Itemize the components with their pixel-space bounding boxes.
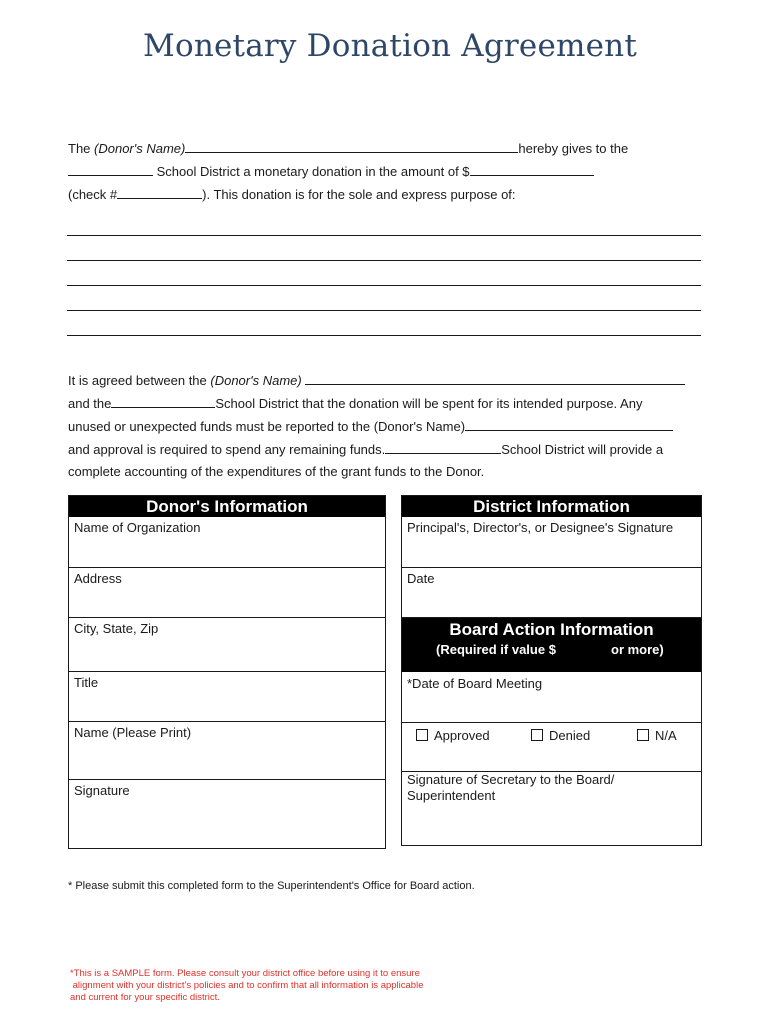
denied-checkbox[interactable] <box>531 729 543 741</box>
na-option[interactable]: N/A <box>637 728 677 743</box>
donor-name-blank[interactable] <box>465 418 673 431</box>
agreement-line-5: complete accounting of the expenditures of the grant funds to the Donor. <box>68 464 485 479</box>
donation-line-2: School District a monetary donation in the amount of $ <box>68 163 594 179</box>
approved-option[interactable]: Approved <box>416 728 490 743</box>
page-title: Monetary Donation Agreement <box>143 28 637 64</box>
submit-note: * Please submit this completed form to the Superintendent's Office for Board action. <box>68 880 475 892</box>
school-district-blank[interactable] <box>68 163 153 176</box>
donor-name-blank[interactable] <box>305 372 685 385</box>
printed-name-field[interactable]: Name (Please Print) <box>69 722 385 780</box>
board-action-header: Board Action Information (Required if value $ or more) <box>402 618 701 672</box>
board-decision-row <box>402 723 701 772</box>
na-checkbox[interactable] <box>637 729 649 741</box>
donor-name-blank[interactable] <box>185 140 518 153</box>
sample-disclaimer: *This is a SAMPLE form. Please consult your district office before using it to ensure alignment with your district's policies and to confirm that all information is applicable and current for your specific district. <box>70 968 424 1003</box>
purpose-line[interactable] <box>67 285 701 286</box>
address-field[interactable]: Address <box>69 568 385 618</box>
check-number-blank[interactable] <box>117 186 202 199</box>
school-district-blank[interactable] <box>385 441 501 454</box>
purpose-line[interactable] <box>67 235 701 236</box>
agreement-line-2: and the School District that the donation will be spent for its intended purpose. Any <box>68 396 643 411</box>
district-information-box <box>401 495 702 846</box>
amount-blank[interactable] <box>470 163 594 176</box>
agreement-line-3: unused or unexpected funds must be reported to the (Donor's Name) <box>68 418 673 434</box>
city-state-zip-field[interactable]: City, State, Zip <box>69 618 385 672</box>
donation-line-1: The (Donor's Name) hereby gives to the <box>68 141 629 156</box>
district-date-field[interactable]: Date <box>402 568 701 618</box>
purpose-line[interactable] <box>67 335 701 336</box>
purpose-line[interactable] <box>67 310 701 311</box>
principal-signature-field[interactable]: Principal's, Director's, or Designee's Signature <box>402 517 701 568</box>
purpose-line[interactable] <box>67 260 701 261</box>
donor-signature-field[interactable]: Signature <box>74 783 130 798</box>
school-district-blank[interactable] <box>111 395 215 408</box>
donor-information-header: Donor's Information <box>69 496 385 517</box>
agreement-line-4: and approval is required to spend any remaining funds. School District will provide a <box>68 442 664 457</box>
approved-checkbox[interactable] <box>416 729 428 741</box>
denied-option[interactable]: Denied <box>531 728 590 743</box>
district-information-header: District Information <box>402 496 701 517</box>
donor-information-box <box>68 495 386 849</box>
donation-line-3: (check # ). This donation is for the sole and express purpose of: <box>68 187 516 202</box>
organization-name-field[interactable]: Name of Organization <box>69 517 385 568</box>
board-meeting-date-field[interactable]: *Date of Board Meeting <box>402 673 701 723</box>
secretary-signature-field[interactable]: Signature of Secretary to the Board/ Superintendent <box>407 772 615 803</box>
agreement-line-1: It is agreed between the (Donor's Name) <box>68 372 685 388</box>
title-field[interactable]: Title <box>69 672 385 722</box>
